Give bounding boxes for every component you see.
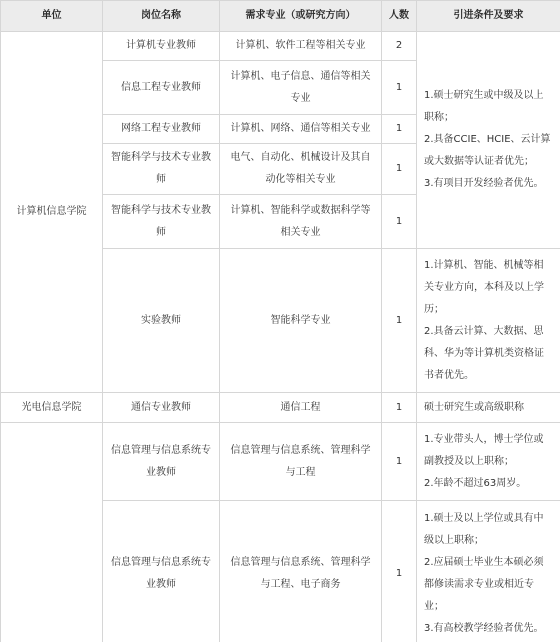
position-cell: 智能科学与技术专业教师 bbox=[103, 144, 220, 195]
position-cell: 通信专业教师 bbox=[103, 393, 220, 423]
requirements-cell-group-a bbox=[417, 32, 560, 249]
count-cell: 2 bbox=[382, 32, 417, 61]
position-cell: 网络工程专业教师 bbox=[103, 115, 220, 144]
count-cell: 1 bbox=[382, 249, 417, 393]
position-cell: 智能科学与技术专业教师 bbox=[103, 195, 220, 249]
unit-cell-empty bbox=[1, 423, 103, 642]
table-row bbox=[1, 32, 560, 61]
count-cell: 1 bbox=[382, 393, 417, 423]
major-cell: 电气、自动化、机械设计及其自动化等相关专业 bbox=[220, 144, 382, 195]
count-cell: 1 bbox=[382, 115, 417, 144]
unit-cell-computer: 计算机信息学院 bbox=[1, 32, 103, 393]
count-cell: 1 bbox=[382, 195, 417, 249]
table-row bbox=[1, 393, 560, 423]
major-cell: 通信工程 bbox=[220, 393, 382, 423]
header-count: 人数 bbox=[382, 1, 417, 32]
position-cell: 计算机专业教师 bbox=[103, 32, 220, 61]
requirement-line: 2.具备CCIE、HCIE、云计算或大数据等认证者优先； bbox=[424, 134, 551, 167]
requirements-cell-group-b bbox=[417, 249, 560, 393]
requirements-cell-group-c: 硕士研究生或高级职称 bbox=[417, 393, 560, 423]
header-requirements: 引进条件及要求 bbox=[417, 1, 560, 32]
position-cell: 实验教师 bbox=[103, 249, 220, 393]
header-unit: 单位 bbox=[1, 1, 103, 32]
count-cell: 1 bbox=[382, 61, 417, 115]
position-cell: 信息管理与信息系统专业教师 bbox=[103, 501, 220, 642]
major-cell: 计算机、软件工程等相关专业 bbox=[220, 32, 382, 61]
requirement-line: 1.硕士及以上学位或具有中级以上职称； bbox=[424, 512, 544, 546]
requirements-cell-group-d bbox=[417, 423, 560, 501]
position-cell: 信息工程专业教师 bbox=[103, 61, 220, 115]
major-cell: 信息管理与信息系统、管理科学与工程 bbox=[220, 423, 382, 501]
unit-cell-optoelectronic: 光电信息学院 bbox=[1, 393, 103, 423]
requirement-line: 1.专业带头人，博士学位或副教授及以上职称； bbox=[424, 433, 544, 467]
count-cell: 1 bbox=[382, 423, 417, 501]
major-cell: 计算机、电子信息、通信等相关专业 bbox=[220, 61, 382, 115]
requirements-cell-group-e bbox=[417, 501, 560, 642]
table-header-row bbox=[1, 1, 560, 32]
table-row bbox=[1, 423, 560, 501]
major-cell: 计算机、智能科学或数据科学等相关专业 bbox=[220, 195, 382, 249]
major-cell: 智能科学专业 bbox=[220, 249, 382, 393]
requirement-line: 1.硕士研究生或中级及以上职称； bbox=[424, 90, 544, 123]
requirement-line: 3.有高校教学经验者优先。 bbox=[424, 622, 544, 634]
position-cell: 信息管理与信息系统专业教师 bbox=[103, 423, 220, 501]
count-cell: 1 bbox=[382, 501, 417, 642]
requirement-line: 2.具备云计算、大数据、思科、华为等计算机类资格证书者优先。 bbox=[424, 325, 544, 381]
header-position: 岗位名称 bbox=[103, 1, 220, 32]
major-cell: 信息管理与信息系统、管理科学与工程、电子商务 bbox=[220, 501, 382, 642]
header-major: 需求专业（或研究方向） bbox=[220, 1, 382, 32]
major-cell: 计算机、网络、通信等相关专业 bbox=[220, 115, 382, 144]
requirement-line: 2.年龄不超过63周岁。 bbox=[424, 477, 527, 489]
requirement-line: 3.有项目开发经验者优先。 bbox=[424, 178, 544, 189]
requirement-line: 2.应届硕士毕业生本硕必须都修读需求专业或相近专业； bbox=[424, 556, 544, 612]
requirement-line: 1.计算机、智能、机械等相关专业方向，本科及以上学历； bbox=[424, 259, 544, 315]
count-cell: 1 bbox=[382, 144, 417, 195]
